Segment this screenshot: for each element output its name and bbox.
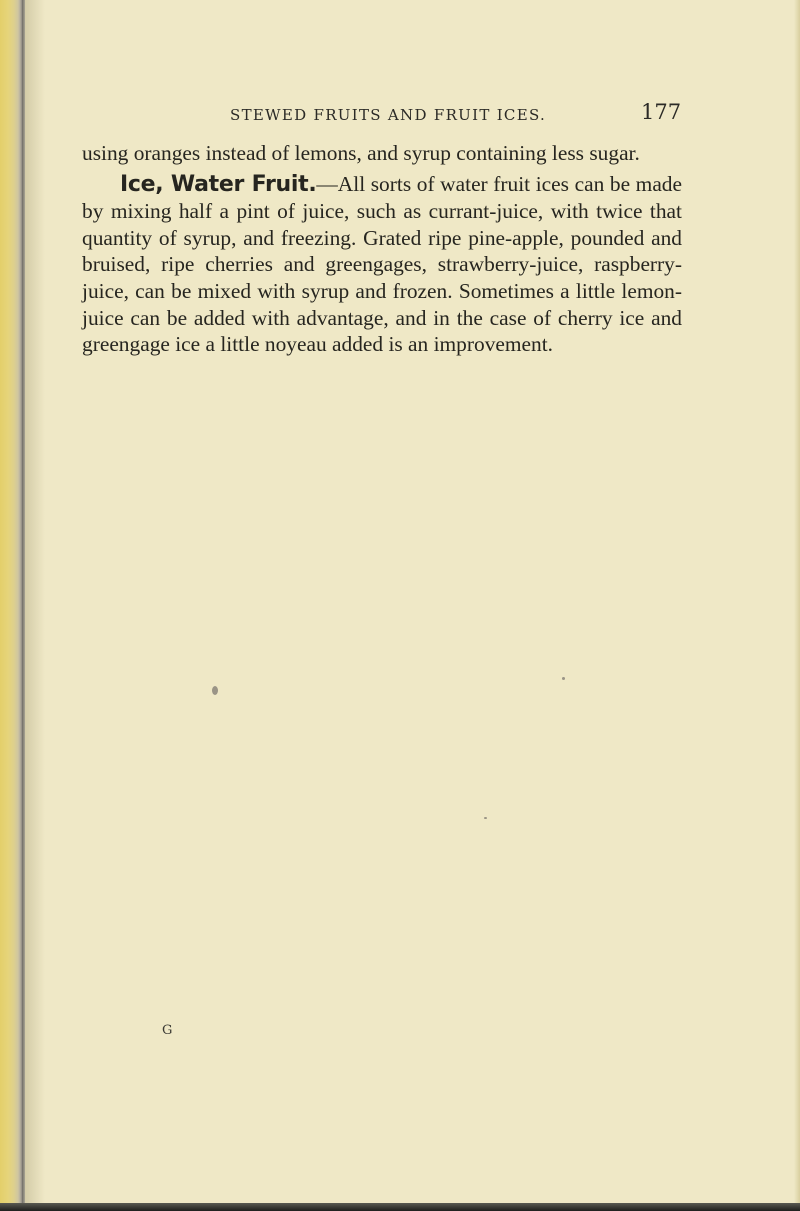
page-number: 177 bbox=[641, 100, 682, 124]
page-bottom-edge bbox=[0, 1203, 800, 1211]
paper-speck bbox=[562, 677, 565, 680]
section-text: —All sorts of water fruit ices can be made by mixing half a pint of juice, such as currant-juice, with twice that quantity of syrup, and freezing. Grated ripe pine-apple, pounded and bruised, ripe cherries and greengages, strawberry-juice, raspberry-juice, can be mixed with syrup and frozen. Sometimes a little lemon-juice can be added with advantage, and in the case of cherry ice and greengage ice a little noyeau added is an improvement. bbox=[82, 171, 682, 357]
paper-speck bbox=[212, 686, 218, 695]
continuation-paragraph: using oranges instead of lemons, and syrup containing less sugar. bbox=[82, 141, 640, 165]
ice-water-fruit-paragraph bbox=[82, 171, 682, 358]
page-binding-edge bbox=[0, 0, 22, 1211]
section-heading: Ice, Water Fruit. bbox=[120, 171, 317, 197]
signature-mark: G bbox=[162, 1023, 173, 1038]
page-header bbox=[0, 98, 800, 128]
paper-speck bbox=[484, 817, 487, 819]
page-body bbox=[82, 140, 682, 358]
running-title: STEWED FRUITS AND FRUIT ICES. bbox=[230, 106, 547, 124]
gutter-shadow bbox=[25, 0, 45, 1211]
page-right-edge bbox=[794, 0, 800, 1211]
